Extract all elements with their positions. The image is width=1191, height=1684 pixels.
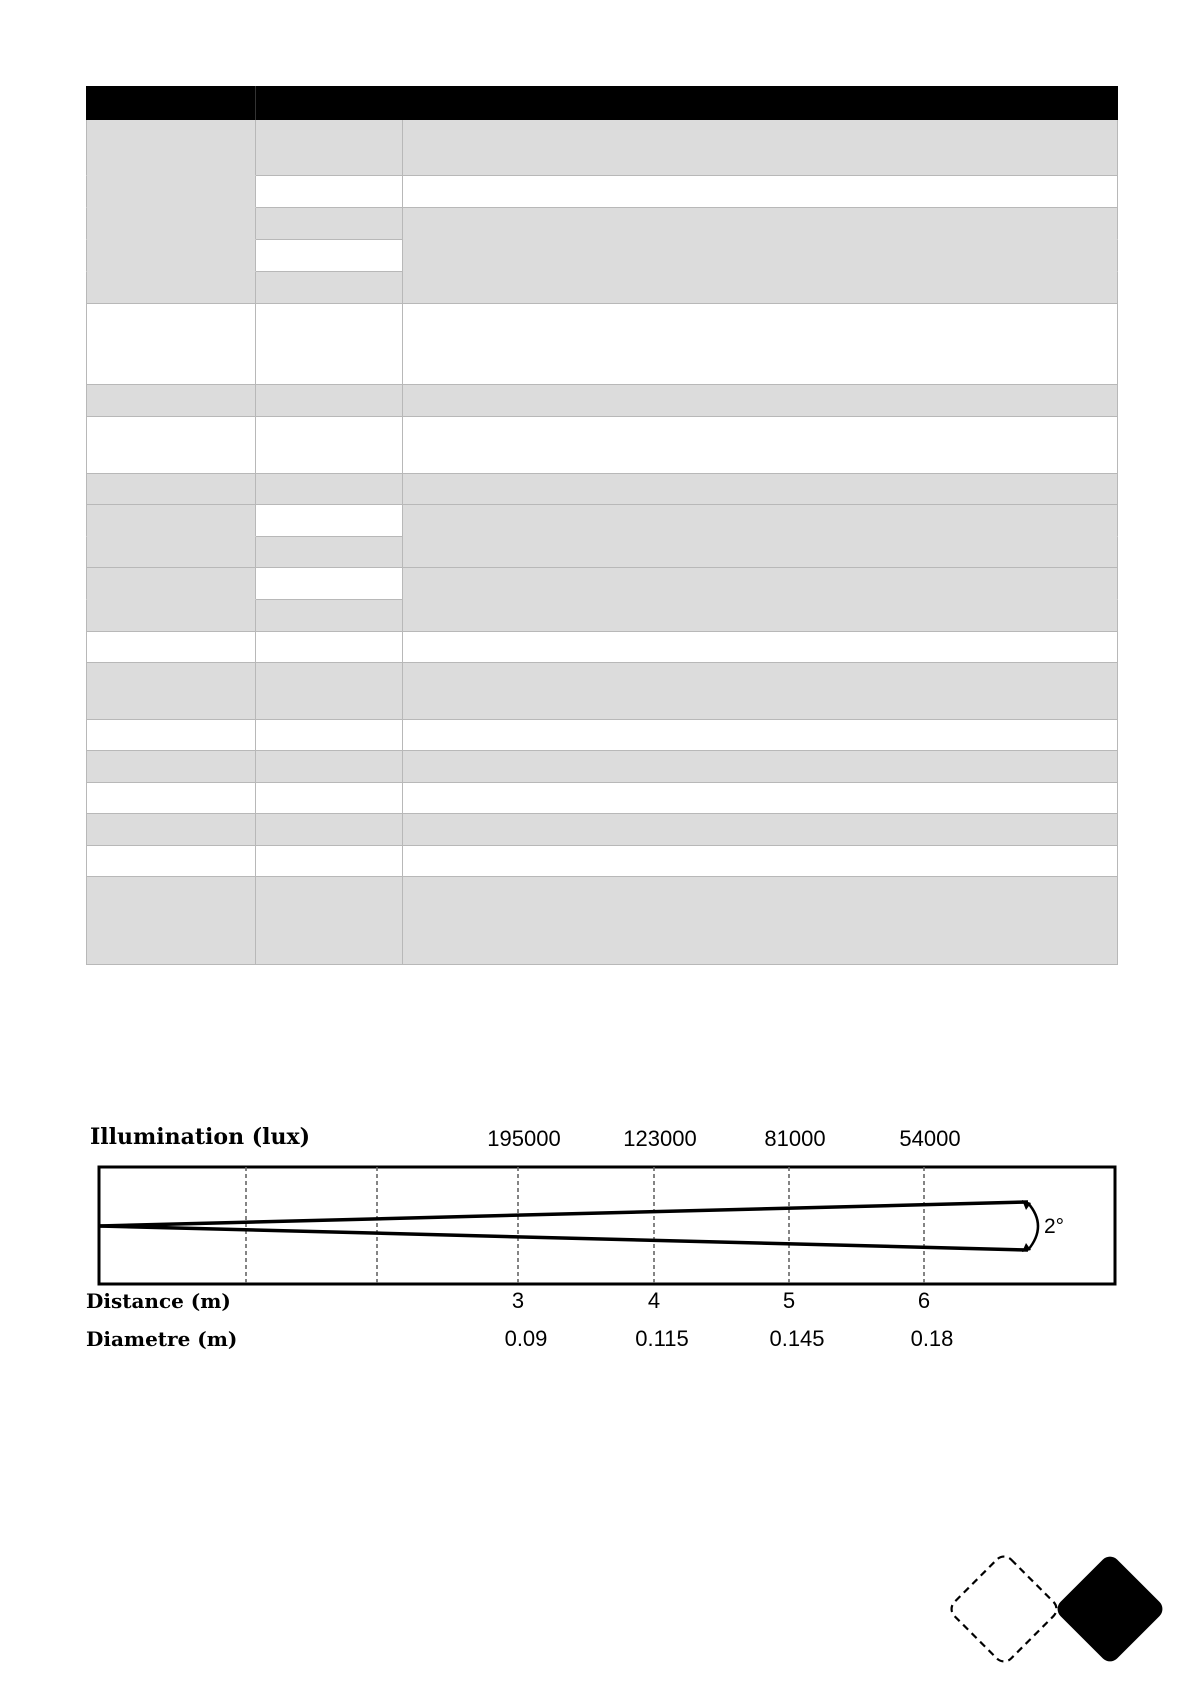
table-cell: [86, 877, 256, 965]
illumination-value: 81000: [764, 1126, 826, 1151]
table-cell: [256, 846, 403, 877]
beam-angle-arc: [1028, 1203, 1038, 1250]
table-cell: [403, 176, 1118, 208]
table-cell: [403, 272, 1118, 304]
table-cell: [403, 632, 1118, 663]
filled-diamond-icon: [1053, 1555, 1166, 1666]
diameter-row-label: Diametre (m): [86, 1327, 238, 1351]
table-row: [86, 568, 1118, 600]
distance-value: 3: [511, 1288, 525, 1313]
table-cell: [256, 240, 403, 272]
distance-value: 4: [647, 1288, 661, 1313]
beam-upper-edge: [99, 1202, 1028, 1226]
table-cell: [86, 537, 256, 568]
table-cell: [403, 385, 1118, 417]
distance-value: 6: [917, 1288, 931, 1313]
table-cell: [86, 720, 256, 751]
table-cell: [256, 474, 403, 505]
table-cell: [256, 814, 403, 846]
table-row: [86, 783, 1118, 814]
table-cell: [403, 304, 1118, 385]
table-cell: [403, 600, 1118, 632]
decorative-diamonds: [940, 1555, 1180, 1684]
table-cell: [403, 663, 1118, 720]
table-cell: [256, 505, 403, 537]
table-cell: [256, 208, 403, 240]
table-cell: [403, 474, 1118, 505]
table-cell: [403, 120, 1118, 176]
table-cell: [403, 720, 1118, 751]
table-cell: [86, 568, 256, 600]
table-cell: [86, 663, 256, 720]
table-cell: [86, 814, 256, 846]
table-row: [86, 663, 1118, 720]
table-cell: [86, 600, 256, 632]
table-cell: [403, 783, 1118, 814]
table-cell: [256, 663, 403, 720]
table-row: [86, 208, 1118, 240]
table-cell: [256, 877, 403, 965]
table-cell: [403, 417, 1118, 474]
diameter-value: 0.145: [769, 1326, 825, 1351]
beam-frame: [99, 1167, 1115, 1284]
table-cell: [256, 600, 403, 632]
table-cell: [86, 176, 256, 208]
table-cell: [256, 632, 403, 663]
outline-diamond-icon: [947, 1555, 1060, 1666]
beam-angle-label: 2°: [1044, 1215, 1065, 1238]
table-cell: [256, 176, 403, 208]
table-row: [86, 385, 1118, 417]
table-cell: [403, 537, 1118, 568]
table-cell: [86, 751, 256, 783]
table-cell: [256, 304, 403, 385]
diameter-value: 0.115: [635, 1326, 689, 1351]
table-cell: [86, 304, 256, 385]
table-cell: [256, 385, 403, 417]
table-row: [86, 304, 1118, 385]
table-cell: [86, 272, 256, 304]
table-cell: [403, 208, 1118, 240]
table-cell: [256, 720, 403, 751]
table-cell: [403, 505, 1118, 537]
table-row: [86, 272, 1118, 304]
illumination-value: 123000: [623, 1126, 697, 1151]
table-cell: [256, 120, 403, 176]
table-cell: [86, 505, 256, 537]
table-row: [86, 120, 1118, 176]
table-cell: [256, 537, 403, 568]
table-cell: [86, 240, 256, 272]
table-row: [86, 505, 1118, 537]
table-cell: [86, 417, 256, 474]
table-cell: [86, 783, 256, 814]
beam-lower-edge: [99, 1226, 1028, 1250]
table-cell: [86, 846, 256, 877]
table-cell: [256, 783, 403, 814]
table-cell: [403, 877, 1118, 965]
table-row: [86, 417, 1118, 474]
distance-value: 5: [782, 1288, 796, 1313]
diameter-value: 0.09: [504, 1326, 548, 1351]
table-cell: [256, 272, 403, 304]
table-row: [86, 846, 1118, 877]
table-cell: [403, 814, 1118, 846]
table-row: [86, 600, 1118, 632]
table-row: [86, 632, 1118, 663]
illumination-value: 195000: [487, 1126, 561, 1151]
table-cell: [256, 751, 403, 783]
distance-row-label: Distance (m): [86, 1289, 231, 1313]
table-row: [86, 877, 1118, 965]
spec-table: [86, 86, 1118, 1034]
illumination-row-label: Illumination (lux): [90, 1124, 311, 1150]
table-cell: [403, 568, 1118, 600]
table-cell: [403, 240, 1118, 272]
table-cell: [403, 751, 1118, 783]
table-row: [86, 176, 1118, 208]
table-cell: [86, 385, 256, 417]
table-cell: [86, 208, 256, 240]
table-cell: [403, 846, 1118, 877]
table-row: [86, 240, 1118, 272]
distance-grid: [246, 1167, 924, 1284]
table-row: [86, 814, 1118, 846]
table-row: [86, 537, 1118, 568]
table-row: [86, 720, 1118, 751]
illumination-value: 54000: [899, 1126, 961, 1151]
table-row: [86, 474, 1118, 505]
table-cell: [256, 568, 403, 600]
table-cell: [86, 120, 256, 176]
table-cell: [256, 417, 403, 474]
table-cell: [86, 632, 256, 663]
diameter-value: 0.18: [910, 1326, 954, 1351]
beam-diagram: [0, 1110, 1191, 1370]
beam-diagram-svg: [0, 1110, 1191, 1370]
table-row: [86, 751, 1118, 783]
table-cell: [86, 474, 256, 505]
